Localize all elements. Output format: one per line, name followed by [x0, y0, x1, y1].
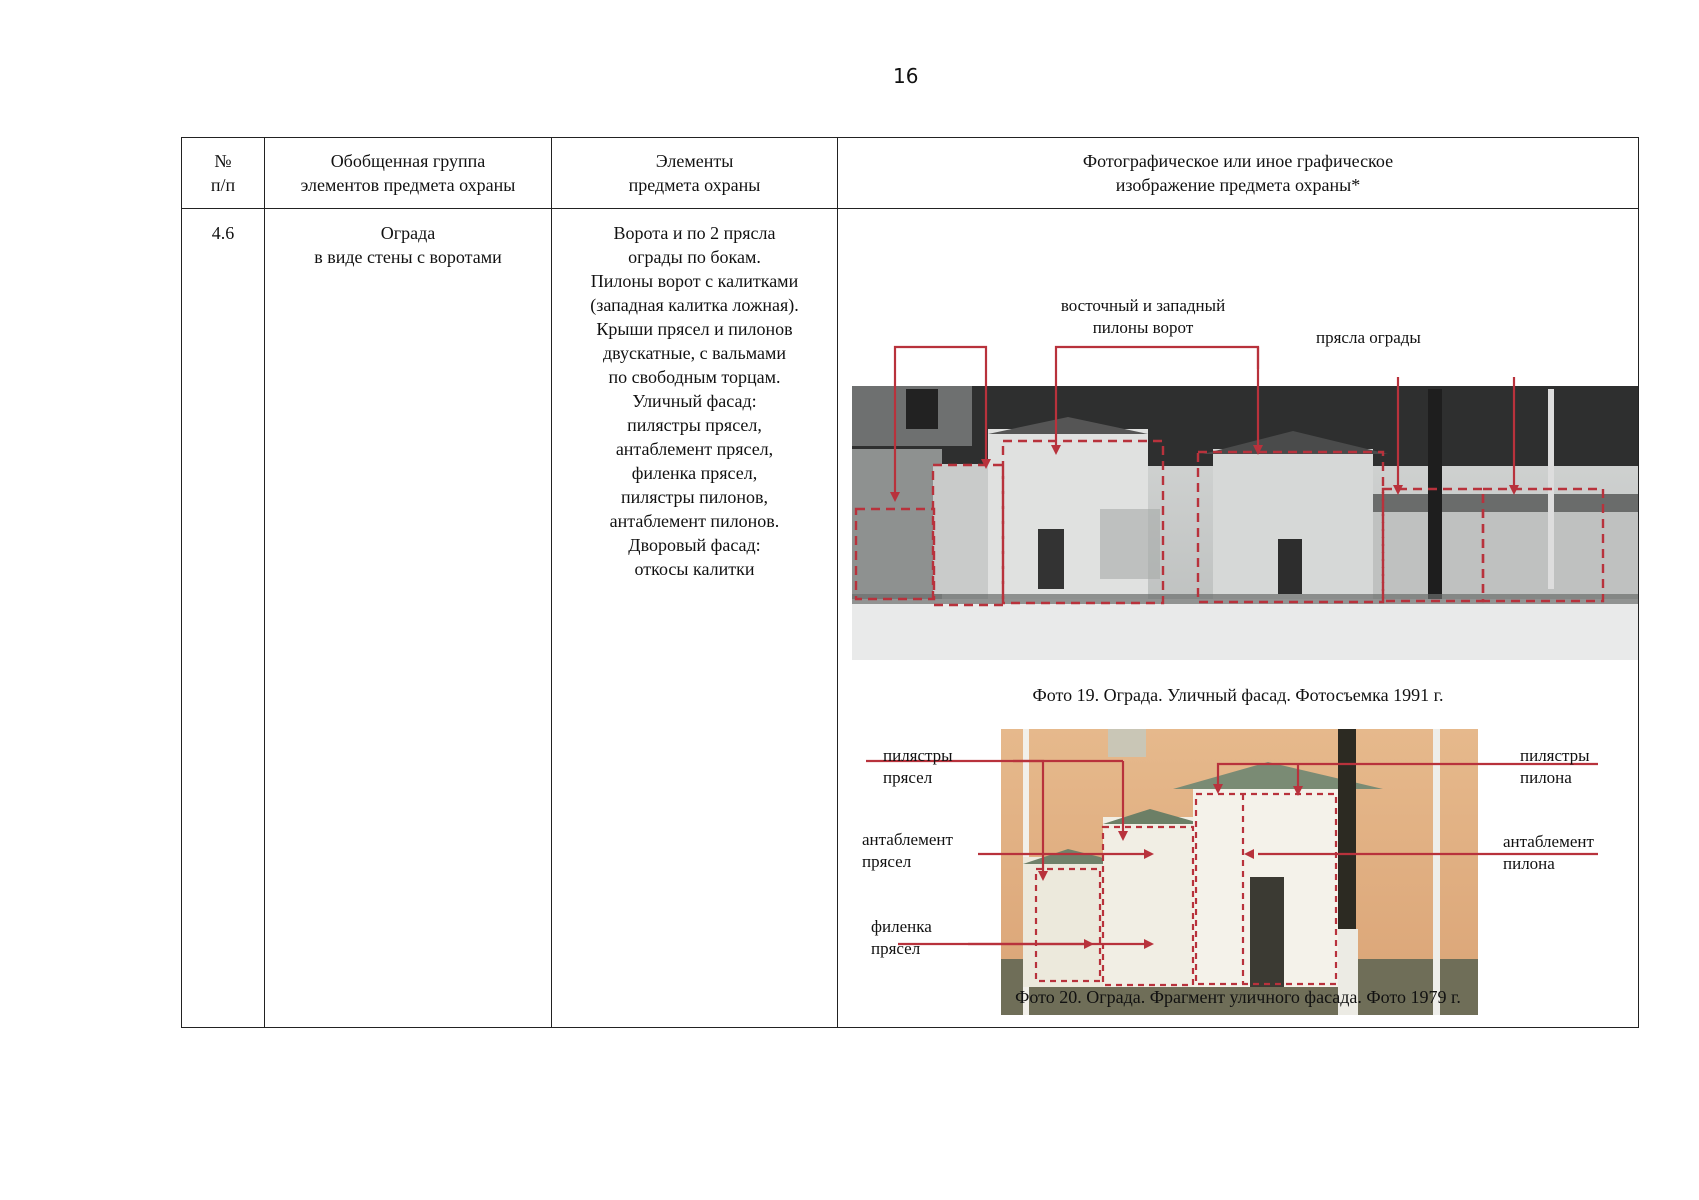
photo19-caption: Фото 19. Ограда. Уличный фасад. Фотосъемка 1991 г.: [1032, 685, 1444, 705]
photo19-image: [852, 386, 1638, 660]
protection-table: [181, 137, 1639, 1028]
label-spans: прясла ограды: [1316, 328, 1421, 347]
header-image: Фотографическое или иное графическое изображение предмета охраны*: [838, 138, 1639, 209]
label-entablature-pylon: антаблемент пилона: [1503, 832, 1594, 873]
header-num: № п/п: [182, 138, 265, 209]
label-panel-spans: филенка прясел: [871, 917, 932, 958]
label-pilasters-pylon: пилястры пилона: [1520, 746, 1590, 787]
table-row: [182, 209, 1639, 1028]
header-group: Обобщенная группа элементов предмета охраны: [265, 138, 552, 209]
row-num: 4.6: [182, 209, 265, 1028]
row-elements: Ворота и по 2 прясла ограды по бокам. Пилоны ворот с калитками (западная калитка ложная). Крыши прясел и пилонов двускатные, с вальмами по свободным торцам. Уличный фасад: пилястры прясел, антаблемент прясел, филенка прясел, пилястры пилонов, антаблемент пилонов. Дворовый фасад: откосы калитки: [552, 209, 838, 1028]
row-group: Ограда в виде стены с воротами: [265, 209, 552, 1028]
photo20-image: [1001, 729, 1478, 1015]
table-header-row: [182, 138, 1639, 209]
photo-area: [838, 209, 1638, 1015]
row-image-cell: [838, 209, 1639, 1028]
label-entablature-spans: антаблемент прясел: [862, 830, 953, 871]
label-pylons: восточный и западный пилоны ворот: [1060, 296, 1226, 337]
label-pilasters-spans: пилястры прясел: [883, 746, 953, 787]
photo20-caption: Фото 20. Ограда. Фрагмент уличного фасада. Фото 1979 г.: [1015, 987, 1461, 1007]
header-elements: Элементы предмета охраны: [552, 138, 838, 209]
